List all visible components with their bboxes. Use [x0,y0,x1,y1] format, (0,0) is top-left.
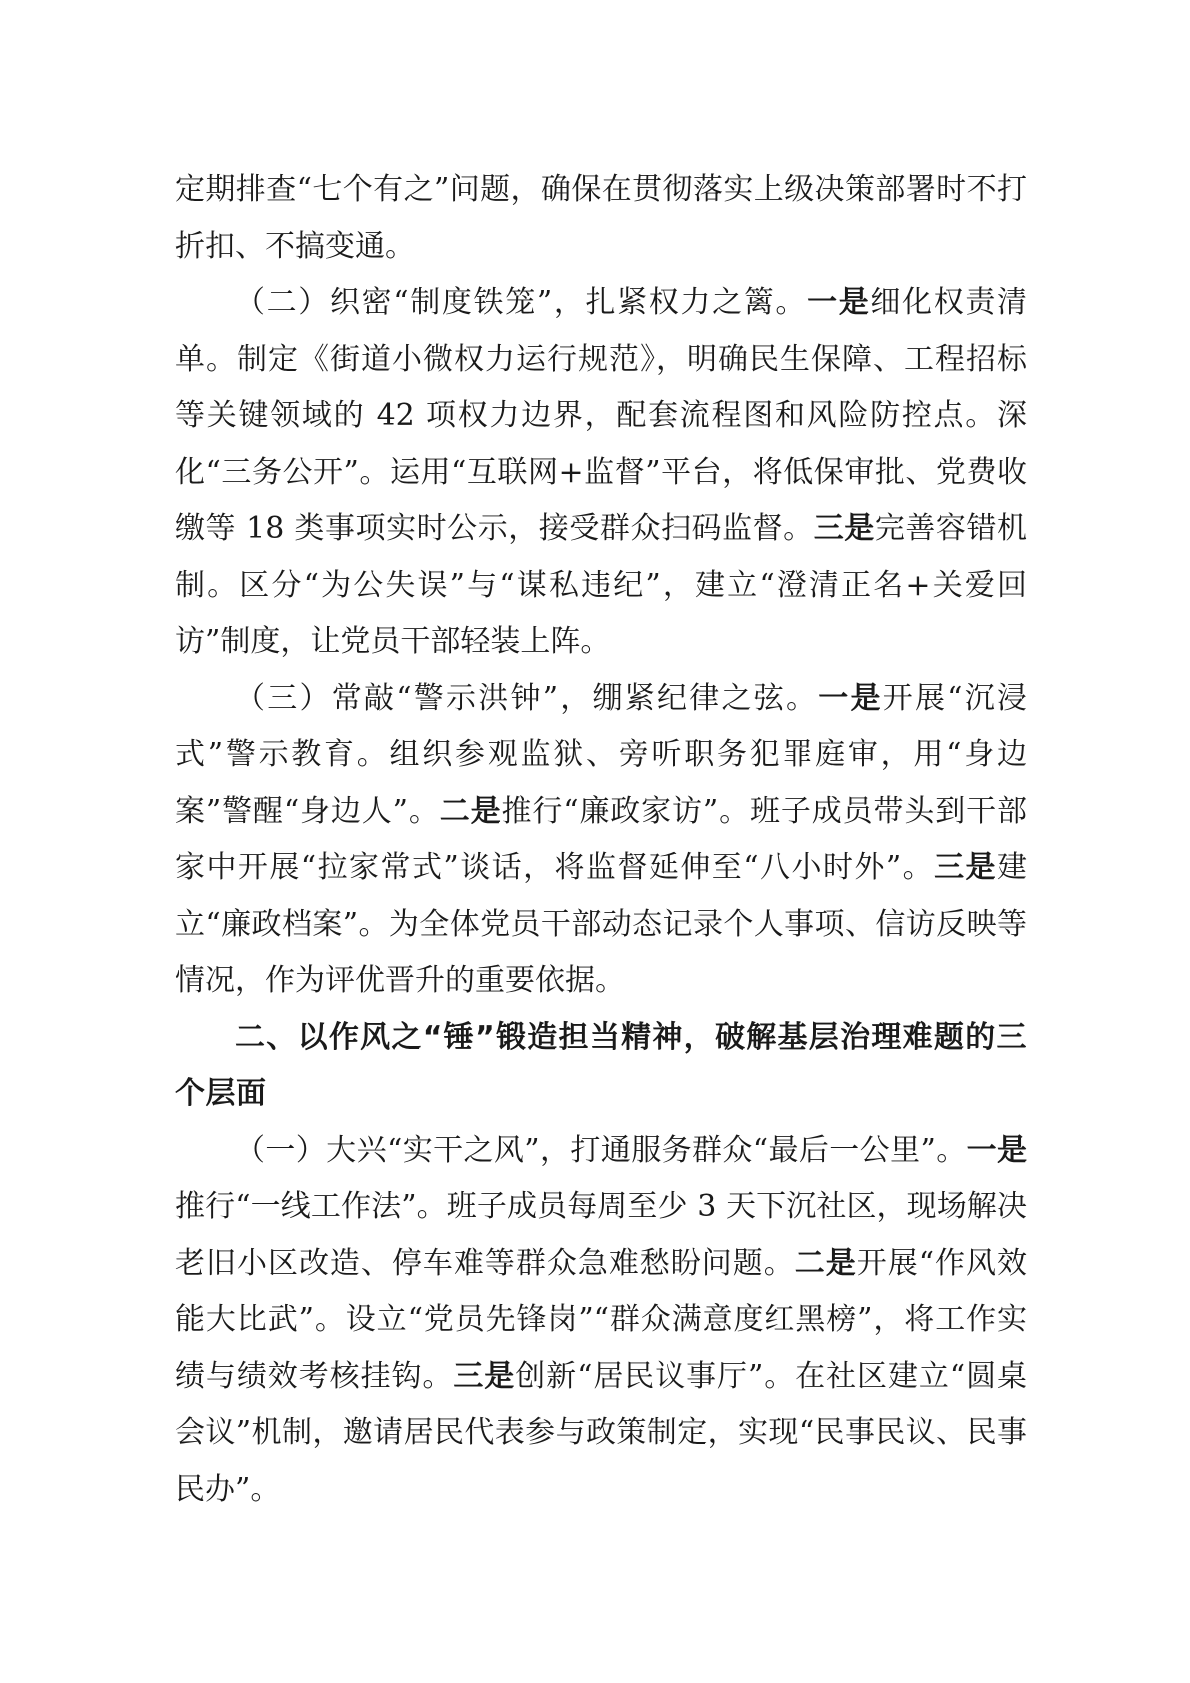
point-marker-three: 三是 [813,511,875,546]
point-marker-three: 三是 [453,1358,516,1394]
point-text: 开展“作风效能大比武”。设立“党员先锋岗”“群众满意度红黑榜”，将工作实绩与绩效考核挂钩。 [175,1245,1028,1394]
point-text: 推行“廉政家访”。班子成员带头到干部家中开展“拉家常式”谈话，将监督延伸至“八小时外”。 [175,793,1027,885]
paragraph-text: 定期排查“七个有之”问题，确保在贯彻落实上级决策部署时不打折扣、不搞变通。 [175,172,1027,264]
point-text: 推行“一线工作法”。班子成员每周至少 3 天下沉社区，现场解决老旧小区改造、停车难等群众急难愁盼问题。 [175,1189,1027,1281]
point-text: 细化权责清单。制定《街道小微权力运行规范》，明确民生保障、工程招标等关键领域的 42 项权力边界，配套流程图和风险防控点。深化“三务公开”。运用“互联网+监督”平台，将低保审批、党费收缴等 18 类事项实时公示，接受群众扫码监督。 [175,285,1028,546]
point-text: 完善容错机制。区分“为公失误”与“谋私违纪”，建立“澄清正名+关爱回访”制度，让党员干部轻装上阵。 [175,511,1027,659]
paragraph-lead: （三）常敲“警示洪钟”，绷紧纪律之弦。 [235,680,819,716]
paragraph-warning-bell [175,671,1027,1010]
point-text: 创新“居民议事厅”。在社区建立“圆桌会议”机制，邀请居民代表参与政策制定，实现“民事民议、民事民办”。 [175,1358,1028,1507]
point-text: 建立“廉政档案”。为全体党员干部动态记录个人事项、信访反映等情况，作为评优晋升的重要依据。 [175,850,1027,998]
paragraph-practical-style [175,1123,1027,1519]
point-marker-two: 二是 [794,1245,857,1281]
paragraph-lead: （二）织密“制度铁笼”，扎紧权力之篱。 [235,285,808,320]
point-marker-one: 一是 [818,680,883,716]
paragraph-lead: （一）大兴“实干之风”，打通服务群众“最后一公里”。 [235,1132,967,1168]
paragraph-continuation [175,162,1027,275]
document-body [175,162,1027,1518]
point-marker-one: 一是 [807,285,871,320]
paragraph-institution-cage [175,275,1027,671]
section-heading-two: 二、以作风之“锤”锻造担当精神，破解基层治理难题的三个层面 [175,1019,1027,1111]
point-marker-two: 二是 [439,793,502,829]
point-marker-three: 三是 [934,850,997,885]
point-marker-one: 一是 [966,1132,1027,1168]
point-text: 开展“沉浸式”警示教育。组织参观监狱、旁听职务犯罪庭审，用“身边案”警醒“身边人”。 [175,680,1027,829]
